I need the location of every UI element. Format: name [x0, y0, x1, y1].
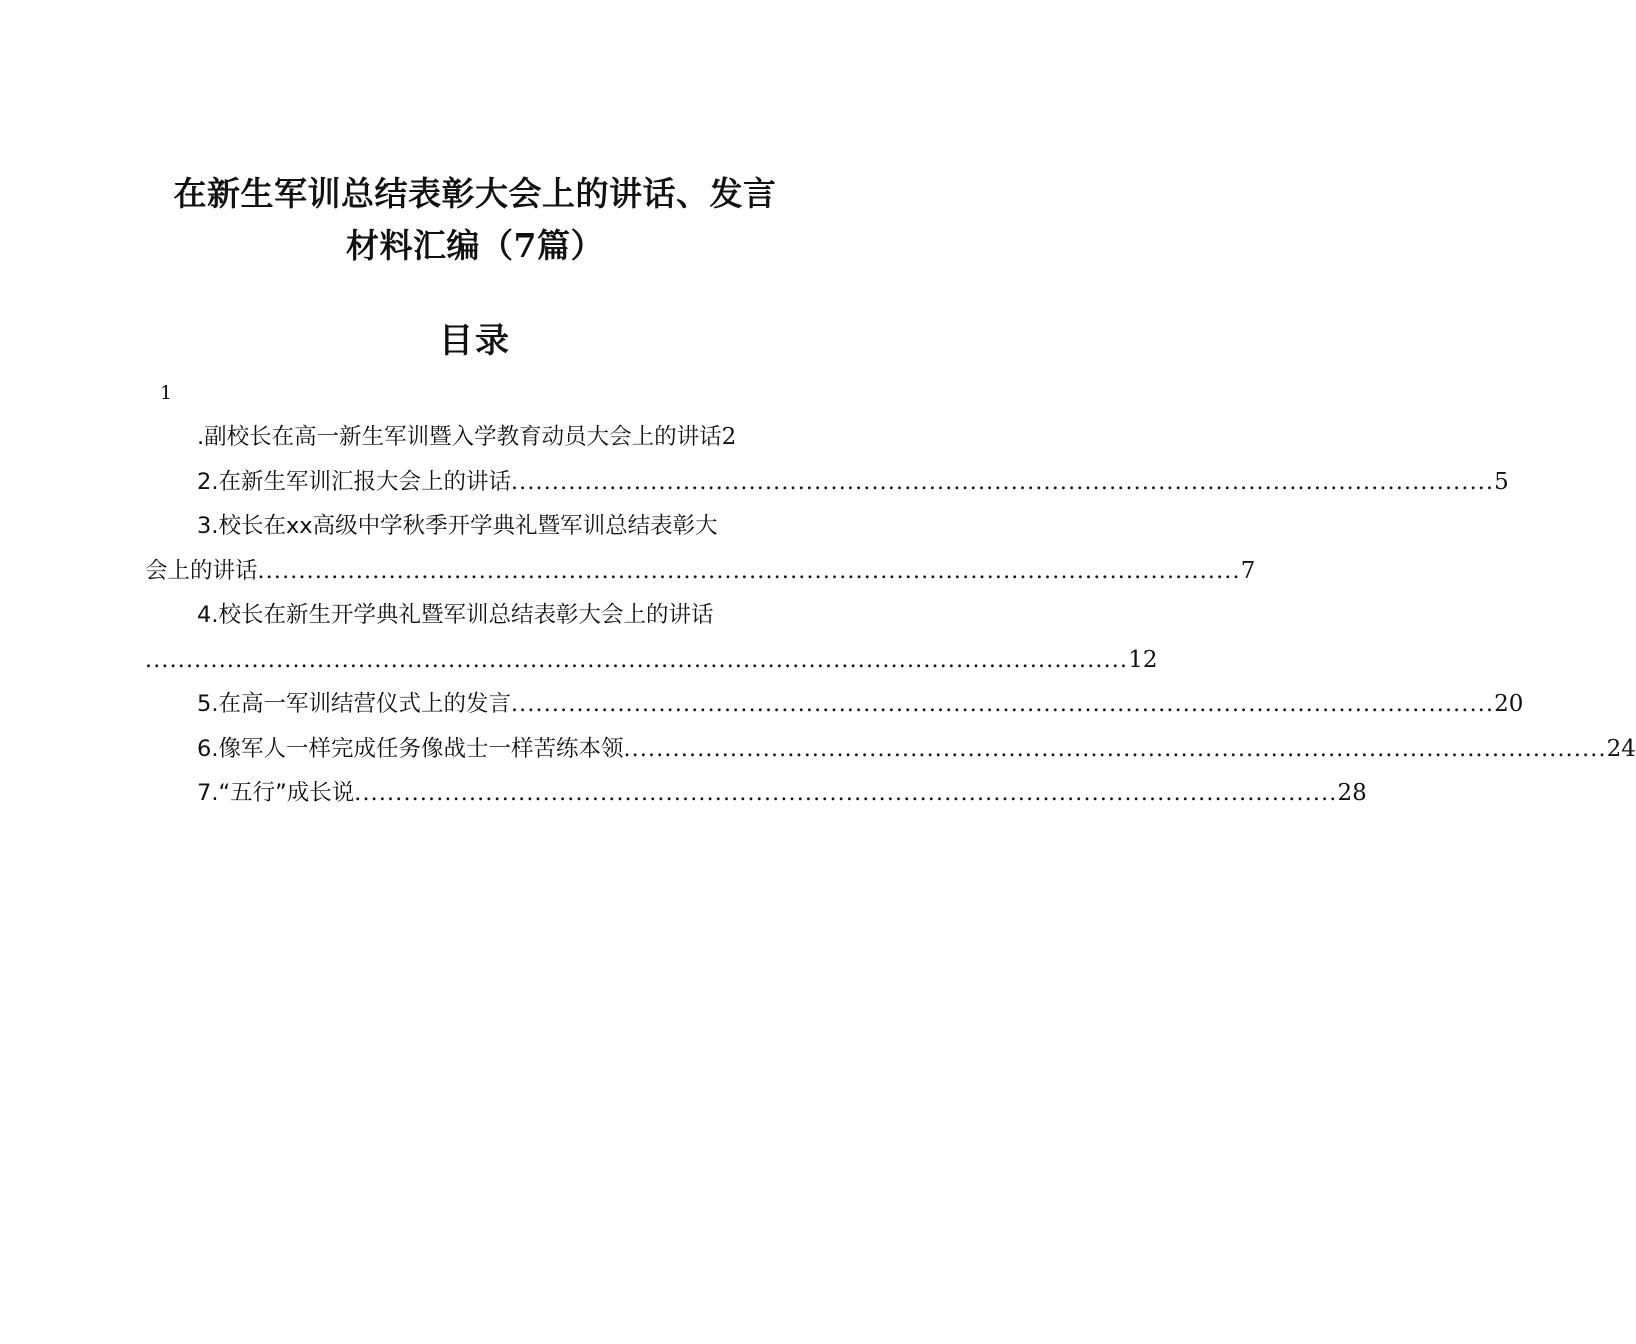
- toc-entry-text: 会上的讲话: [145, 557, 258, 584]
- toc-entry-page: 28: [1337, 780, 1367, 806]
- toc-entry-4-continuation[interactable]: [145, 638, 1158, 683]
- toc-entry-page: 12: [1128, 646, 1158, 673]
- document-title: [0, 168, 950, 272]
- toc-entry-text: 6.像军人一样完成任务像战士一样苦练本领: [197, 735, 624, 762]
- toc-entry-4[interactable]: [145, 593, 806, 638]
- toc-entry-page: 24: [1606, 735, 1636, 762]
- toc-leader-dots: ........................................................................................................................: [510, 692, 1495, 717]
- document-title-line-1: 在新生军训总结表彰大会上的讲话、发言: [173, 174, 777, 213]
- toc-entry-3-continuation[interactable]: [145, 549, 1256, 594]
- toc-entry-2[interactable]: [145, 460, 1509, 505]
- toc-entry-text: 7.“五行”成长说: [197, 780, 355, 806]
- toc-heading: 目录: [439, 321, 511, 361]
- toc-entry-text: 4.校长在新生开学典礼暨军训总结表彰大会上的讲话: [197, 602, 714, 628]
- toc-leader-dots: ........................................................................................................................: [257, 558, 1241, 584]
- toc-entry-3[interactable]: [145, 504, 806, 549]
- toc-entry-text: 2.在新生军训汇报大会上的讲话: [197, 468, 511, 495]
- toc-leader-dots: ........................................................................................................................: [145, 647, 1129, 673]
- toc-entry-text: 3.校长在xx高级中学秋季开学典礼暨军训总结表彰大: [197, 513, 718, 539]
- toc-leader-dots: ........................................................................................................................: [354, 781, 1338, 806]
- toc-entry-text: .副校长在高一新生军训暨入学教育动员大会上的讲话: [197, 424, 722, 450]
- toc-entry-page: 5: [1494, 468, 1509, 495]
- toc-entry-6[interactable]: [145, 727, 1636, 772]
- document-title-line-2: 材料汇编（7篇）: [346, 226, 604, 265]
- toc-entry-1[interactable]: [145, 415, 806, 460]
- toc-leader-dots: ........................................................................................................................: [510, 469, 1495, 495]
- table-of-contents: [145, 415, 1636, 816]
- toc-leader-dots: ........................................................................................................................: [623, 736, 1607, 762]
- toc-entry-5[interactable]: [145, 682, 1524, 727]
- toc-entry-page: 2: [721, 424, 737, 450]
- toc-entry-7[interactable]: [145, 771, 1367, 816]
- toc-entry-page: 7: [1240, 557, 1256, 584]
- toc-entry-text: 5.在高一军训结营仪式上的发言: [197, 691, 511, 717]
- toc-entry-page: 20: [1494, 691, 1524, 717]
- toc-number-marker: 1: [160, 382, 173, 404]
